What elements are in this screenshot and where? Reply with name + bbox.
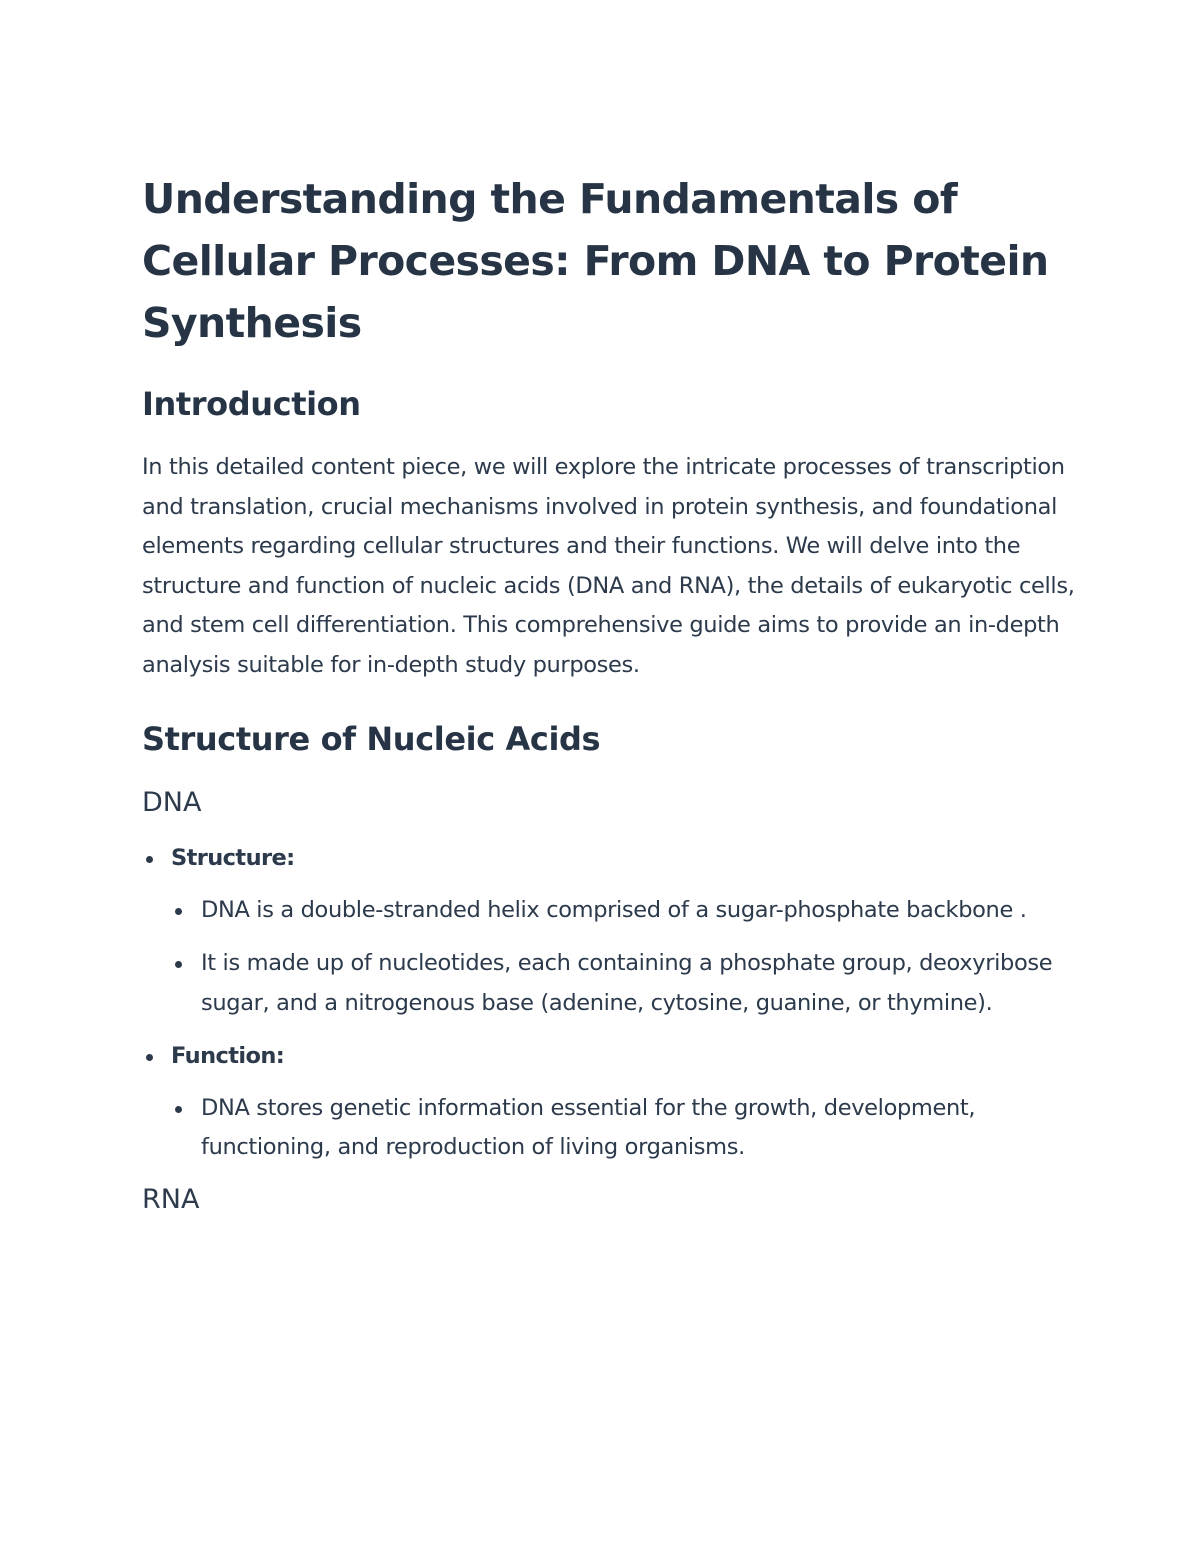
list-item — [142, 839, 1080, 1023]
list-item-label: Function: — [171, 1043, 285, 1069]
introduction-paragraph: In this detailed content piece, we will explore the intricate processes of transcription and translation, crucial mechanisms involved in protein synthesis, and foundational elements regarding cellular structures and their functions. We will delve into the structure and function of nucleic acids (DNA and RNA), the details of eukaryotic cells, and stem cell differentiation. This comprehensive guide aims to provide an in-depth analysis suitable for in-depth study purposes. — [142, 454, 1075, 678]
subsection-heading-dna: DNA — [142, 787, 202, 818]
document-title: Understanding the Fundamentals of Cellular Processes: From DNA to Protein Synthesis — [142, 175, 1049, 347]
section-heading-nucleic-acids: Structure of Nucleic Acids — [142, 720, 601, 758]
list-item — [142, 1037, 1080, 1168]
list-item-label: Structure: — [171, 845, 295, 871]
sub-list — [171, 1089, 1080, 1168]
list-item: DNA stores genetic information essential for the growth, development, functioning, and reproduction of living organisms. — [171, 1089, 1080, 1168]
sub-list — [171, 891, 1080, 1024]
list-item: It is made up of nucleotides, each containing a phosphate group, deoxyribose sugar, and a nitrogenous base (adenine, cytosine, guanine, or thymine). — [171, 944, 1080, 1023]
list-item: DNA is a double-stranded helix comprised of a sugar-phosphate backbone . — [171, 891, 1080, 931]
dna-list — [142, 839, 1080, 1168]
subsection-heading-rna: RNA — [142, 1183, 200, 1215]
section-heading-introduction: Introduction — [142, 385, 361, 423]
